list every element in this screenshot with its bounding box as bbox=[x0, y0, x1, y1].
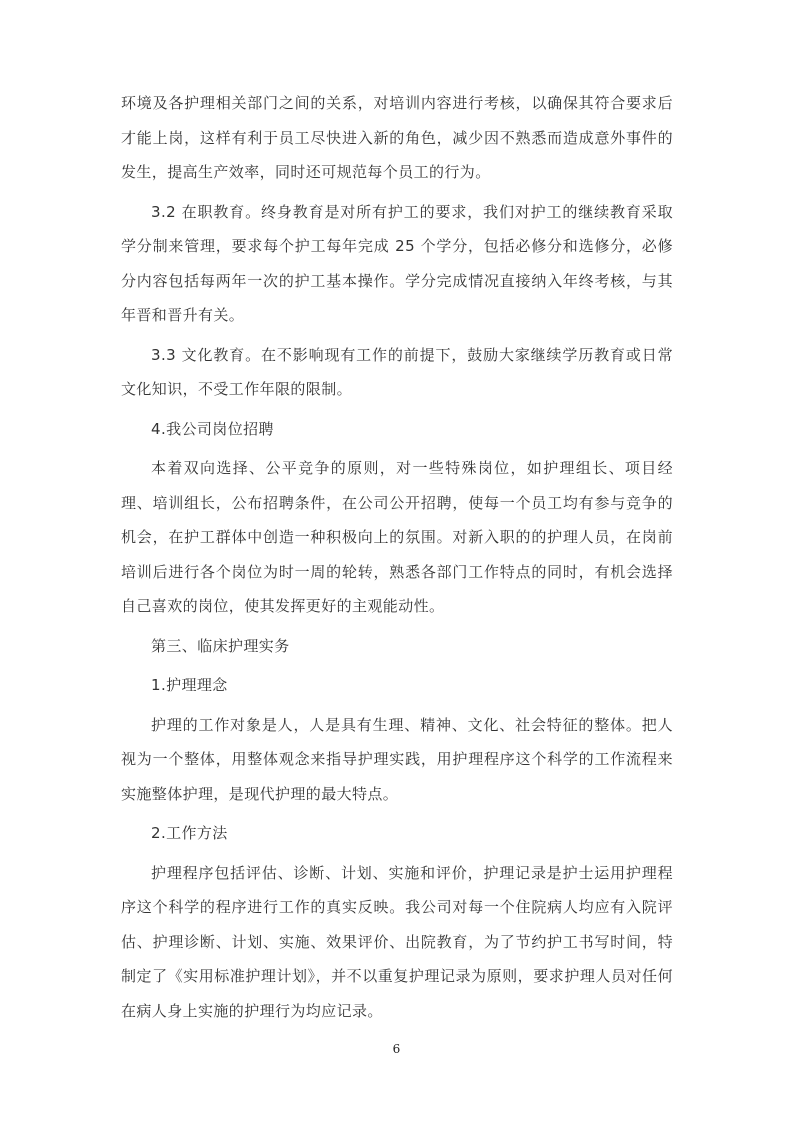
paragraph-on-job-education: 3.2 在职教育。终身教育是对所有护工的要求，我们对护工的继续教育采取学分制来管理，要求每个护工每年完成 25 个学分，包括必修分和选修分，必修分内容包括每两年一次的护工基本操作。学分完成情况直接纳入年终考核，与其年晋和晋升有关。 bbox=[121, 202, 673, 324]
paragraph-continuation: 环境及各护理相关部门之间的关系，对培训内容进行考核，以确保其符合要求后才能上岗，这样有利于员工尽快进入新的角色，减少因不熟悉而造成意外事件的发生，提高生产效率，同时还可规范每个员工的行为。 bbox=[121, 94, 673, 181]
paragraph-recruitment: 本着双向选择、公平竞争的原则，对一些特殊岗位，如护理组长、项目经理、培训组长，公布招聘条件，在公司公开招聘，使每一个员工均有参与竞争的机会，在护工群体中创造一种积极向上的氛围。对新入职的的护理人员，在岗前培训后进行各个岗位为时一周的轮转，熟悉各部门工作特点的同时，有机会选择自己喜欢的岗位，使其发挥更好的主观能动性。 bbox=[121, 459, 673, 615]
heading-nursing-philosophy: 1.护理理念 bbox=[151, 676, 228, 694]
paragraph-cultural-education: 3.3 文化教育。在不影响现有工作的前提下，鼓励大家继续学历教育或日常文化知识，不受工作年限的限制。 bbox=[121, 345, 673, 398]
page-body bbox=[121, 86, 673, 1033]
heading-work-method: 2.工作方法 bbox=[151, 824, 228, 842]
paragraph-nursing-philosophy: 护理的工作对象是人，人是具有生理、精神、文化、社会特征的整体。把人视为一个整体，用整体观念来指导护理实践，用护理程序这个科学的工作流程来实施整体护理，是现代护理的最大特点。 bbox=[121, 715, 673, 803]
heading-recruitment: 4.我公司岗位招聘 bbox=[151, 419, 274, 438]
section-heading-clinical-practice: 第三、临床护理实务 bbox=[151, 636, 290, 655]
page-number: 6 bbox=[392, 1042, 401, 1056]
paragraph-work-method: 护理程序包括评估、诊断、计划、实施和评价，护理记录是护士运用护理程序这个科学的程序进行工作的真实反映。我公司对每一个住院病人均应有入院评估、护理诊断、计划、实施、效果评价、出院教育，为了节约护工书写时间，特制定了《实用标准护理计划》，并不以重复护理记录为原则，要求护理人员对任何在病人身上实施的护理行为均应记录。 bbox=[121, 863, 673, 1020]
